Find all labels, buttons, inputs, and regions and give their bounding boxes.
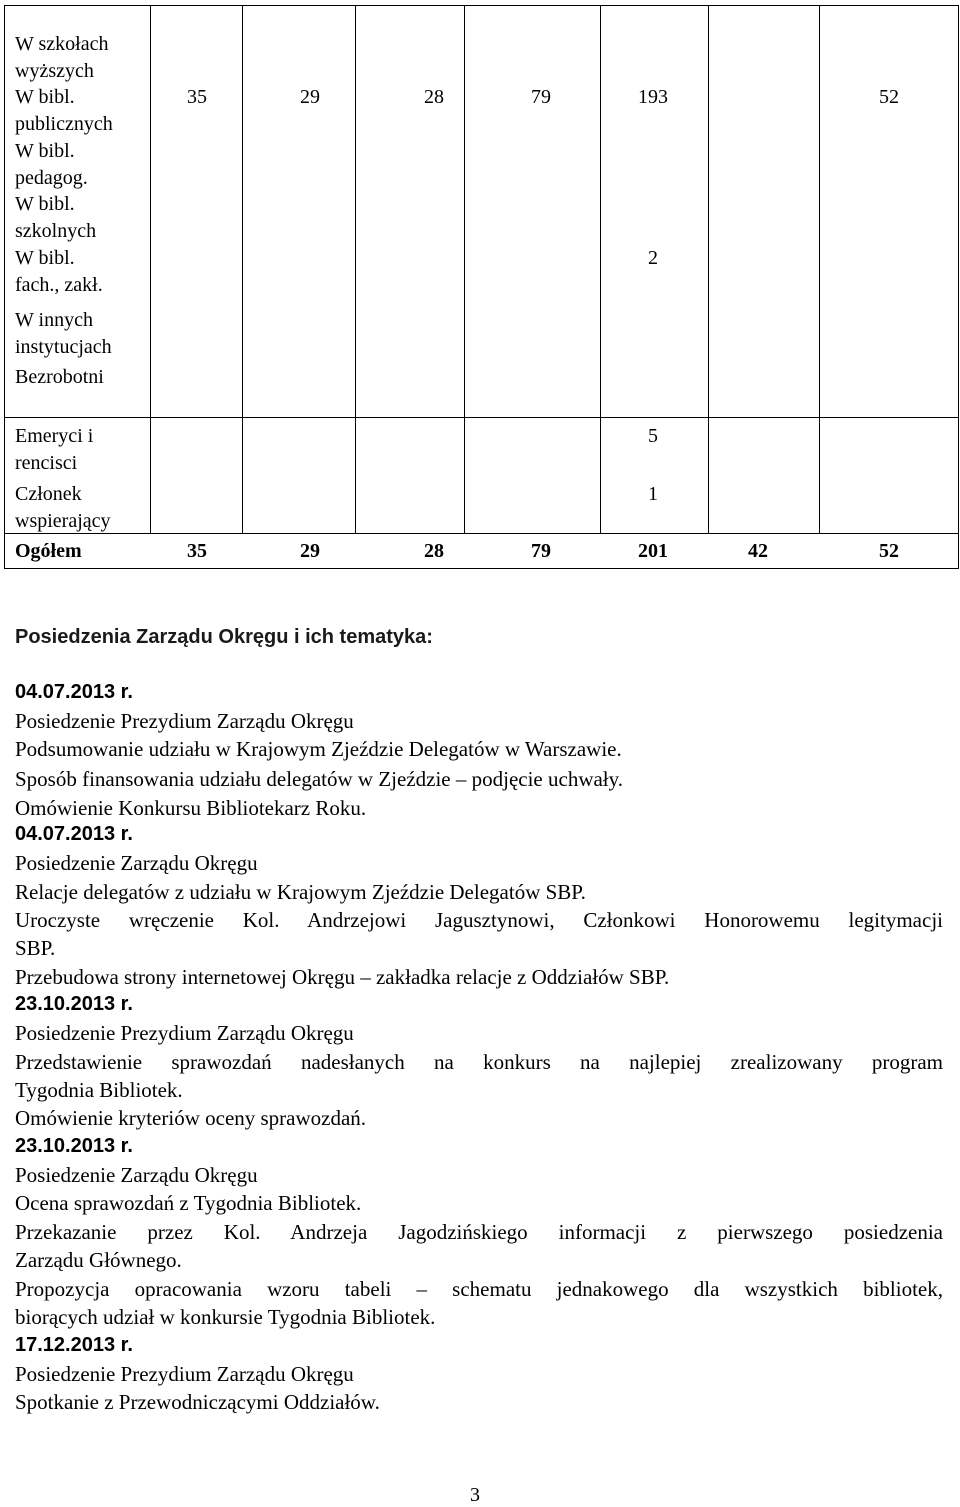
meeting-item: Omówienie kryteriów oceny sprawozdań. bbox=[15, 1106, 367, 1130]
table-col-divider bbox=[355, 5, 356, 534]
table-cell-total: 52 bbox=[879, 540, 899, 562]
table-border-right bbox=[958, 5, 959, 569]
table-cell: 28 bbox=[424, 86, 444, 108]
table-row-divider bbox=[4, 417, 958, 418]
meeting-item: Omówienie Konkursu Bibliotekarz Roku. bbox=[15, 796, 367, 820]
table-col-divider bbox=[464, 5, 465, 534]
meeting-date: 04.07.2013 r. bbox=[15, 681, 133, 703]
meeting-title: Posiedzenie Zarządu Okręgu bbox=[15, 851, 258, 875]
table-cell-total: 42 bbox=[748, 540, 768, 562]
meeting-title: Posiedzenie Prezydium Zarządu Okręgu bbox=[15, 1021, 354, 1045]
table-cell: 1 bbox=[648, 483, 658, 505]
row-label-school-libraries: W bibl. szkolnych bbox=[15, 193, 97, 242]
section-heading: Posiedzenia Zarządu Okręgu i ich tematyka: bbox=[15, 626, 433, 648]
table-cell-total: 35 bbox=[187, 540, 207, 562]
table-cell-total: 201 bbox=[638, 540, 668, 562]
table-cell-total: 79 bbox=[531, 540, 551, 562]
row-label-supporting-member: Członek wspierający bbox=[15, 483, 111, 532]
meeting-item: Zarządu Głównego. bbox=[15, 1248, 182, 1272]
table-border-left bbox=[4, 5, 5, 569]
meeting-item: Przedstawienie sprawozdań nadesłanych na konkurs na najlepiej zrealizowany program bbox=[15, 1050, 943, 1074]
meeting-item: Spotkanie z Przewodniczącymi Oddziałów. bbox=[15, 1390, 380, 1414]
meeting-item: SBP. bbox=[15, 936, 56, 960]
meeting-date: 23.10.2013 r. bbox=[15, 993, 133, 1015]
table-cell: 193 bbox=[638, 86, 668, 108]
table-border-top bbox=[4, 5, 958, 6]
meeting-date: 17.12.2013 r. bbox=[15, 1334, 133, 1356]
membership-table bbox=[0, 0, 960, 580]
page-number: 3 bbox=[470, 1484, 480, 1506]
meeting-title: Posiedzenie Zarządu Okręgu bbox=[15, 1163, 258, 1187]
row-label-public-libraries: W bibl. publicznych bbox=[15, 86, 113, 135]
meeting-title: Posiedzenie Prezydium Zarządu Okręgu bbox=[15, 1362, 354, 1386]
row-label-pedagogical-libraries: W bibl. pedagog. bbox=[15, 140, 88, 189]
meeting-item: Propozycja opracowania wzoru tabeli – schematu jednakowego dla wszystkich bibliotek, bbox=[15, 1277, 943, 1301]
table-cell-total: 28 bbox=[424, 540, 444, 562]
meeting-date: 04.07.2013 r. bbox=[15, 823, 133, 845]
meeting-item: Sposób finansowania udziału delegatów w Zjeździe – podjęcie uchwały. bbox=[15, 767, 624, 791]
row-label-universities: W szkołach wyższych bbox=[15, 33, 109, 82]
meeting-item: Relacje delegatów z udziału w Krajowym Zjeździe Delegatów SBP. bbox=[15, 880, 586, 904]
row-label-retirees: Emeryci i rencisci bbox=[15, 425, 94, 474]
meeting-item: Ocena sprawozdań z Tygodnia Bibliotek. bbox=[15, 1191, 362, 1215]
row-label-unemployed: Bezrobotni bbox=[15, 366, 104, 388]
meeting-item: biorących udział w konkursie Tygodnia Bibliotek. bbox=[15, 1305, 436, 1329]
meeting-date: 23.10.2013 r. bbox=[15, 1135, 133, 1157]
table-cell: 2 bbox=[648, 247, 658, 269]
table-cell-total: 29 bbox=[300, 540, 320, 562]
meeting-item: Przekazanie przez Kol. Andrzeja Jagodzińskiego informacji z pierwszego posiedzenia bbox=[15, 1220, 943, 1244]
row-label-specialist-libraries: W bibl. fach., zakł. bbox=[15, 247, 103, 296]
table-cell: 5 bbox=[648, 425, 658, 447]
meeting-title: Posiedzenie Prezydium Zarządu Okręgu bbox=[15, 709, 354, 733]
meeting-item: Podsumowanie udziału w Krajowym Zjeździe Delegatów w Warszawie. bbox=[15, 737, 622, 761]
table-col-divider bbox=[819, 5, 820, 534]
meeting-item: Przebudowa strony internetowej Okręgu – zakładka relacje z Oddziałów SBP. bbox=[15, 965, 670, 989]
table-col-divider bbox=[600, 5, 601, 534]
row-label-other-institutions: W innych instytucjach bbox=[15, 309, 112, 358]
table-row-divider bbox=[4, 533, 958, 534]
table-cell: 79 bbox=[531, 86, 551, 108]
table-col-divider bbox=[708, 5, 709, 534]
table-border-bottom bbox=[4, 568, 958, 569]
table-cell: 35 bbox=[187, 86, 207, 108]
table-col-divider bbox=[150, 5, 151, 534]
table-col-divider bbox=[242, 5, 243, 534]
row-label-total: Ogółem bbox=[15, 540, 82, 562]
meeting-item: Tygodnia Bibliotek. bbox=[15, 1078, 183, 1102]
table-cell: 52 bbox=[879, 86, 899, 108]
table-cell: 29 bbox=[300, 86, 320, 108]
meeting-item: Uroczyste wręczenie Kol. Andrzejowi Jagusztynowi, Członkowi Honorowemu legitymacji bbox=[15, 908, 943, 932]
